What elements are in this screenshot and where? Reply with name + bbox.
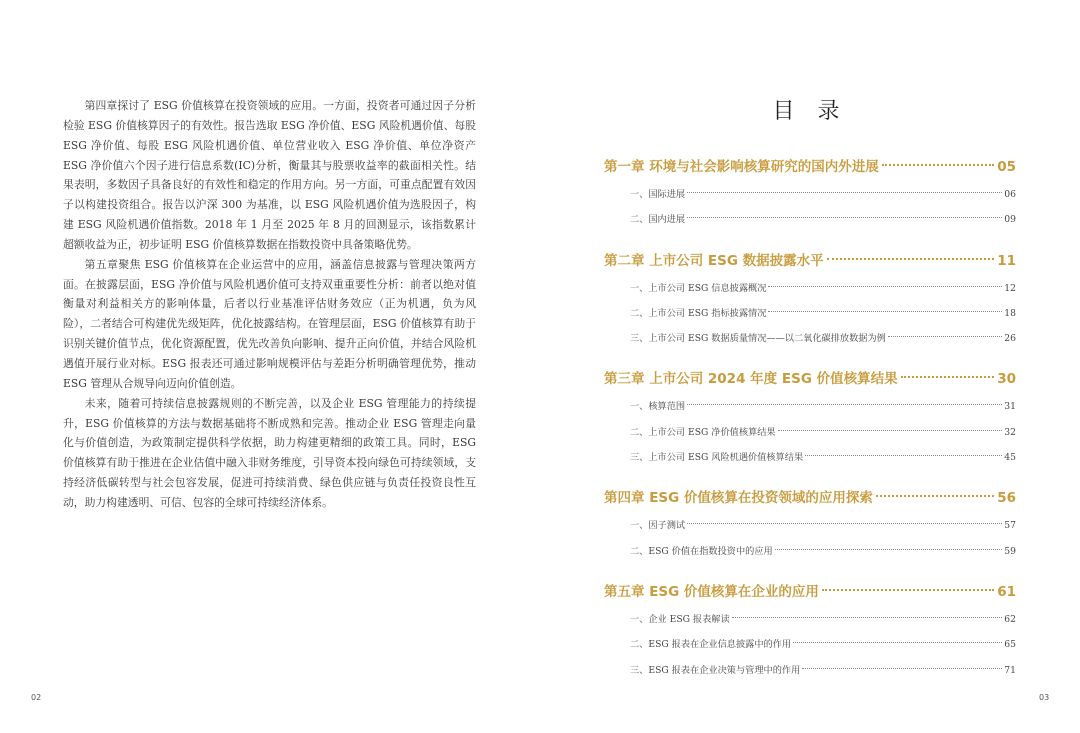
toc-section[interactable] xyxy=(604,301,1016,326)
chapter-page: 30 xyxy=(997,371,1016,388)
dot-leader xyxy=(882,164,995,166)
dot-leader xyxy=(805,455,1002,456)
section-page: 18 xyxy=(1004,307,1016,319)
dot-leader xyxy=(687,217,1002,218)
section-title: 三、上市公司 ESG 数据质量情况——以二氧化碳排放数据为例 xyxy=(630,333,886,345)
section-title: 一、上市公司 ESG 信息披露概况 xyxy=(630,282,767,294)
section-page: 31 xyxy=(1004,401,1016,413)
toc-section[interactable] xyxy=(604,394,1016,419)
toc-section[interactable] xyxy=(604,539,1016,564)
section-title: 一、企业 ESG 报表解读 xyxy=(630,613,730,625)
section-page: 26 xyxy=(1004,333,1016,345)
chapter-title: 第三章 上市公司 2024 年度 ESG 价值核算结果 xyxy=(604,371,898,388)
toc-chapter[interactable] xyxy=(604,246,1016,276)
section-title: 二、上市公司 ESG 指标披露情况 xyxy=(630,307,767,319)
chapter-title: 第二章 上市公司 ESG 数据披露水平 xyxy=(604,252,824,269)
right-page xyxy=(540,0,1080,733)
toc-section[interactable] xyxy=(604,207,1016,232)
chapter-page: 61 xyxy=(997,583,1016,600)
toc-chapter[interactable] xyxy=(604,364,1016,394)
page-number-left: 02 xyxy=(31,693,42,702)
paragraph-future: 未来，随着可持续信息披露规则的不断完善，以及企业 ESG 管理能力的持续提升，ESG 价值核算的方法与数据基础将不断成熟和完善。推动企业 ESG 管理走向量化与价值创造，为政策制定提供科学依据，助力构建更精细的政策工具。同时，ESG 价值核算有助于推进在企业估值中融入非财务维度，引导资本投向绿色可持续领域，支持经济低碳转型与社会包容发展，促进可持续消费、绿色供应链与负责任投资良性互动，助力构建透明、可信、包容的全球可持续经济体系。 xyxy=(63,396,476,509)
toc-section[interactable] xyxy=(604,632,1016,657)
dot-leader xyxy=(822,589,994,591)
section-page: 57 xyxy=(1004,520,1016,532)
toc-chapter[interactable] xyxy=(604,152,1016,182)
section-title: 三、上市公司 ESG 风险机遇价值核算结果 xyxy=(630,452,804,464)
section-page: 65 xyxy=(1004,639,1016,651)
section-title: 一、因子测试 xyxy=(630,520,686,532)
dot-leader xyxy=(778,430,1003,431)
section-page: 12 xyxy=(1004,282,1016,294)
section-title: 一、核算范围 xyxy=(630,401,686,413)
summary-text xyxy=(63,96,476,513)
table-of-contents xyxy=(604,152,1016,683)
dot-leader xyxy=(768,311,1002,312)
page-number-right: 03 xyxy=(1039,693,1050,702)
toc-title: 目 录 xyxy=(772,99,848,124)
toc-section[interactable] xyxy=(604,276,1016,301)
dot-leader xyxy=(888,336,1002,337)
dot-leader xyxy=(775,549,1003,550)
section-title: 三、ESG 报表在企业决策与管理中的作用 xyxy=(630,664,801,676)
paragraph-chapter-4: 第四章探讨了 ESG 价值核算在投资领域的应用。一方面，投资者可通过因子分析检验 ESG 价值核算因子的有效性。报告选取 ESG 净价值、ESG 风险机遇价值、每股 ESG 净价值、每股 ESG 风险机遇价值、单位营业收入 ESG 净价值、单位净资产 ESG 净价值六个因子进行信息系数(IC)分析，衡量其与股票收益率的截面相关性。结果表明，多数因子具备良好的有效性和稳定的作用方向。另一方面，可重点配置有效因子以构建投资组合。报告以沪深 300 为基准，以 ESG 风险机遇价值为选股因子，构建 ESG 风险机遇价值指数。2018 年 1 月至 2025 年 8 月的回测显示，该指数累计超额收益为正，初步证明 ESG 价值核算数据在指数投资中具备策略优势。 xyxy=(63,99,476,251)
section-page: 71 xyxy=(1004,664,1016,676)
section-page: 09 xyxy=(1004,214,1016,226)
chapter-title: 第四章 ESG 价值核算在投资领域的应用探索 xyxy=(604,490,873,507)
dot-leader xyxy=(901,376,995,378)
dot-leader xyxy=(732,617,1003,618)
chapter-title: 第一章 环境与社会影响核算研究的国内外进展 xyxy=(604,159,879,175)
section-title: 二、ESG 报表在企业信息披露中的作用 xyxy=(630,639,792,651)
dot-leader xyxy=(802,668,1002,669)
toc-chapter[interactable] xyxy=(604,483,1016,513)
toc-section[interactable] xyxy=(604,445,1016,470)
section-page: 59 xyxy=(1004,545,1016,557)
dot-leader xyxy=(687,404,1002,405)
toc-section[interactable] xyxy=(604,607,1016,632)
section-page: 45 xyxy=(1004,452,1016,464)
section-page: 62 xyxy=(1004,613,1016,625)
toc-section[interactable] xyxy=(604,513,1016,538)
paragraph-chapter-5: 第五章聚焦 ESG 价值核算在企业运营中的应用，涵盖信息披露与管理决策两方面。在披露层面，ESG 净价值与风险机遇价值可支持双重重要性分析：前者以绝对值衡量对利益相关方的影响体量，后者以行业基准评估财务效应（正为机遇，负为风险），二者结合可构建优先级矩阵，优化披露结构。在管理层面，ESG 价值核算有助于识别关键价值节点，优化资源配置，优先改善负向影响、提升正向价值，并结合风险机遇值开展行业对标。ESG 报表还可通过影响规模评估与差距分析明确管理优势，推动 ESG 管理从合规导向迈向价值创造。 xyxy=(63,257,476,390)
dot-leader xyxy=(793,642,1002,643)
section-page: 32 xyxy=(1004,426,1016,438)
chapter-page: 05 xyxy=(997,159,1016,175)
chapter-page: 56 xyxy=(997,490,1016,507)
dot-leader xyxy=(876,495,994,497)
section-page: 06 xyxy=(1004,189,1016,200)
toc-section[interactable] xyxy=(604,658,1016,683)
dot-leader xyxy=(827,258,995,260)
chapter-page: 11 xyxy=(997,252,1016,269)
dot-leader xyxy=(687,523,1002,524)
section-title: 二、ESG 价值在指数投资中的应用 xyxy=(630,545,773,557)
toc-chapter[interactable] xyxy=(604,577,1016,607)
toc-section[interactable] xyxy=(604,326,1016,351)
toc-section[interactable] xyxy=(604,182,1016,207)
section-title: 一、国际进展 xyxy=(630,189,686,200)
dot-leader xyxy=(687,192,1002,193)
chapter-title: 第五章 ESG 价值核算在企业的应用 xyxy=(604,583,819,600)
dot-leader xyxy=(768,286,1002,287)
section-title: 二、上市公司 ESG 净价值核算结果 xyxy=(630,426,776,438)
section-title: 二、国内进展 xyxy=(630,214,686,226)
toc-section[interactable] xyxy=(604,420,1016,445)
